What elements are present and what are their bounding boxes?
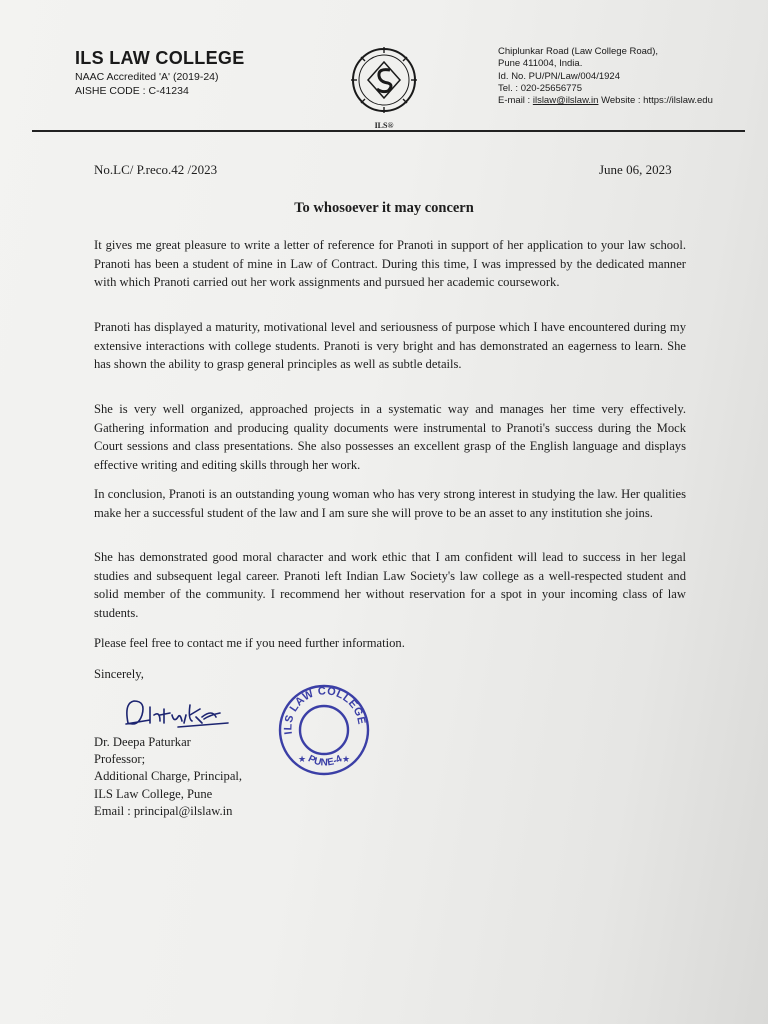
email-label: E-mail : — [498, 95, 533, 107]
paragraph-3: She is very well organized, approached projects in a systematic way and manages her time very effectively. Gathering information and producing quality documents were instrumental to Pranoti's success during the Mock Court sessions and class presentations. She also possesses an excellent grasp of the English language and displays effective writing and editing skills through her work. — [94, 402, 686, 473]
registration-id: Id. No. PU/PN/Law/004/1924 — [498, 70, 620, 82]
closing-salutation: Sincerely, — [94, 667, 144, 681]
letterhead-left — [75, 48, 245, 97]
signatory-title: Professor; — [94, 752, 146, 767]
handwritten-signature — [120, 693, 230, 733]
address-line-1: Chiplunkar Road (Law College Road), — [498, 46, 659, 57]
logo-caption: ILS® — [374, 121, 394, 130]
stamp-bottom-text: PUNE-4 — [306, 753, 344, 769]
stamp-star-left: ★ — [298, 755, 307, 765]
address-line-2: Pune 411004, India. — [498, 58, 583, 70]
college-logo-emblem — [344, 46, 424, 132]
signatory-block — [94, 734, 242, 820]
website-label: Website : — [598, 95, 644, 107]
letter-subject: To whosoever it may concern — [294, 200, 474, 216]
svg-text:ILS LAW COLLEGE — [282, 685, 367, 735]
signatory-charge: Additional Charge, Principal, — [94, 769, 243, 784]
stamp-star-right: ★ — [342, 755, 351, 765]
paragraph-2: Pranoti has displayed a maturity, motivational level and seriousness of purpose which I have encountered during my extensive interactions with college students. Pranoti is very bright and has demonstrated an eagerness to learn. She has shown the ability to grasp general principles as well as subtle details. — [94, 320, 686, 372]
stamp-top-text: ILS LAW COLLEGE — [282, 685, 368, 736]
header-divider — [32, 130, 745, 132]
reference-number: No.LC/ P.reco.42 /2023 — [94, 162, 218, 177]
signatory-institution: ILS Law College, Pune — [94, 786, 213, 801]
email-link[interactable]: ilslaw@ilslaw.in — [532, 95, 599, 107]
signatory-email: Email : principal@ilslaw.in — [94, 803, 233, 818]
website-link[interactable]: https://ilslaw.edu — [643, 95, 713, 107]
college-rubber-stamp — [276, 682, 372, 778]
letterhead-contact — [498, 46, 713, 107]
college-name: ILS LAW COLLEGE — [75, 48, 245, 68]
svg-text:PUNE-4 — [306, 753, 344, 768]
paragraph-5: She has demonstrated good moral character and work ethic that I am confident will lead to success in her legal studies and subsequent legal career. Pranoti left Indian Law Society's law college as a well-respected student and solid member of the community. I recommend her without reservation for a spot in your incoming class of law students. — [94, 550, 686, 621]
naac-accreditation: NAAC Accredited 'A' (2019-24) — [75, 71, 219, 83]
paragraph-6: Please feel free to contact me if you need further information. — [94, 636, 405, 650]
contact-line — [498, 95, 713, 107]
paragraph-1: It gives me great pleasure to write a letter of reference for Pranoti in support of her application to your law school. Pranoti has been a student of mine in Law of Contract. During this time, I was impressed by the dedicated manner with which Pranoti carried out her work assignments and pursued her academic coursework. — [94, 238, 686, 290]
paragraph-4: In conclusion, Pranoti is an outstanding young woman who has very strong interest in studying the law. Her qualities make her a successful student of the law and I am sure she will prove to be an asset to any institution she joins. — [94, 487, 686, 520]
signatory-name: Dr. Deepa Paturkar — [94, 735, 191, 749]
telephone: Tel. : 020-25656775 — [498, 82, 582, 94]
letter-date: June 06, 2023 — [599, 162, 672, 177]
aishe-code: AISHE CODE : C-41234 — [75, 85, 189, 97]
